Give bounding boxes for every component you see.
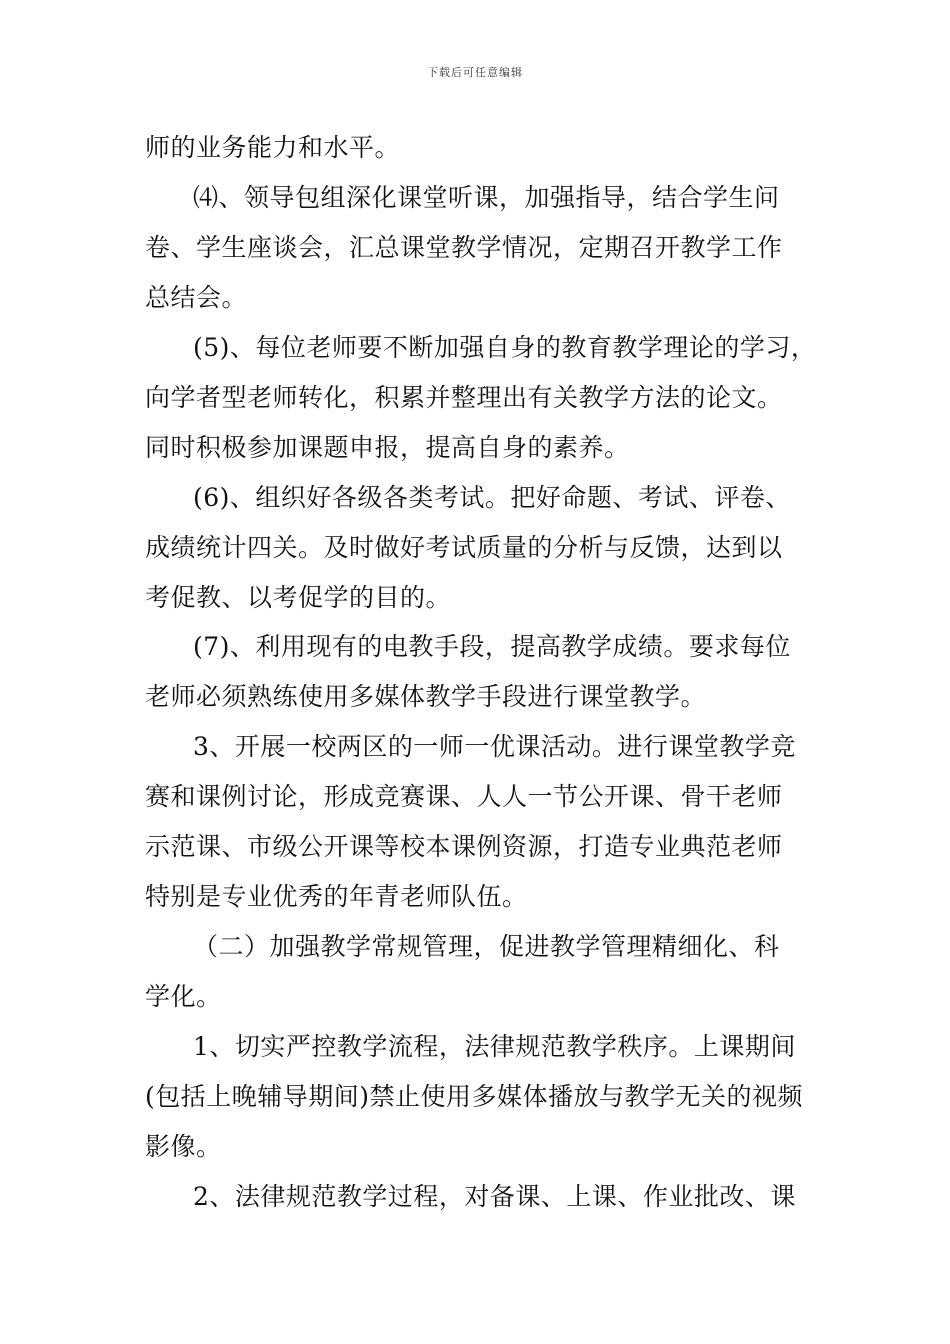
text-line: 成绩统计四关。及时做好考试质量的分析与反馈，达到以	[145, 533, 783, 562]
text-line: (5)、每位老师要不断加强自身的教育教学理论的学习，	[193, 333, 817, 362]
text-line: (包括上晚辅导期间)禁止使用多媒体播放与教学无关的视频	[145, 1082, 804, 1111]
text-line: ⑷、领导包组深化课堂听课，加强指导，结合学生问	[193, 183, 780, 212]
text-line: 老师必须熟练使用多媒体教学手段进行课堂教学。	[145, 682, 707, 711]
text-line: (7)、利用现有的电教手段，提高教学成绩。要求每位	[193, 632, 791, 661]
text-line: 同时积极参加课题申报，提高自身的素养。	[145, 433, 630, 462]
text-line: 总结会。	[145, 283, 248, 312]
text-line: 示范课、市级公开课等校本课例资源，打造专业典范老师	[145, 832, 783, 861]
text-line: (6)、组织好各级各类考试。把好命题、考试、评卷、	[193, 483, 791, 512]
page-header-watermark: 下载后可任意编辑	[427, 66, 523, 79]
text-line: 3、开展一校两区的一师一优课活动。进行课堂教学竞	[193, 732, 796, 761]
text-line: 特别是专业优秀的年青老师队伍。	[145, 882, 528, 911]
text-line: 赛和课例讨论，形成竞赛课、人人一节公开课、骨干老师	[145, 782, 783, 811]
section-heading: （二）加强教学常规管理，促进教学管理精细化、科	[193, 932, 780, 961]
text-line: 师的业务能力和水平。	[145, 133, 401, 162]
text-line: 影像。	[145, 1132, 222, 1161]
text-line: 2、法律规范教学过程，对备课、上课、作业批改、课	[193, 1182, 796, 1211]
text-line: 卷、学生座谈会，汇总课堂教学情况，定期召开教学工作	[145, 233, 783, 262]
text-line: 考促教、以考促学的目的。	[145, 583, 452, 612]
text-line: 1、切实严控教学流程，法律规范教学秩序。上课期间	[193, 1032, 796, 1061]
text-line: 学化。	[145, 982, 222, 1011]
text-line: 向学者型老师转化，积累并整理出有关教学方法的论文。	[145, 383, 783, 412]
